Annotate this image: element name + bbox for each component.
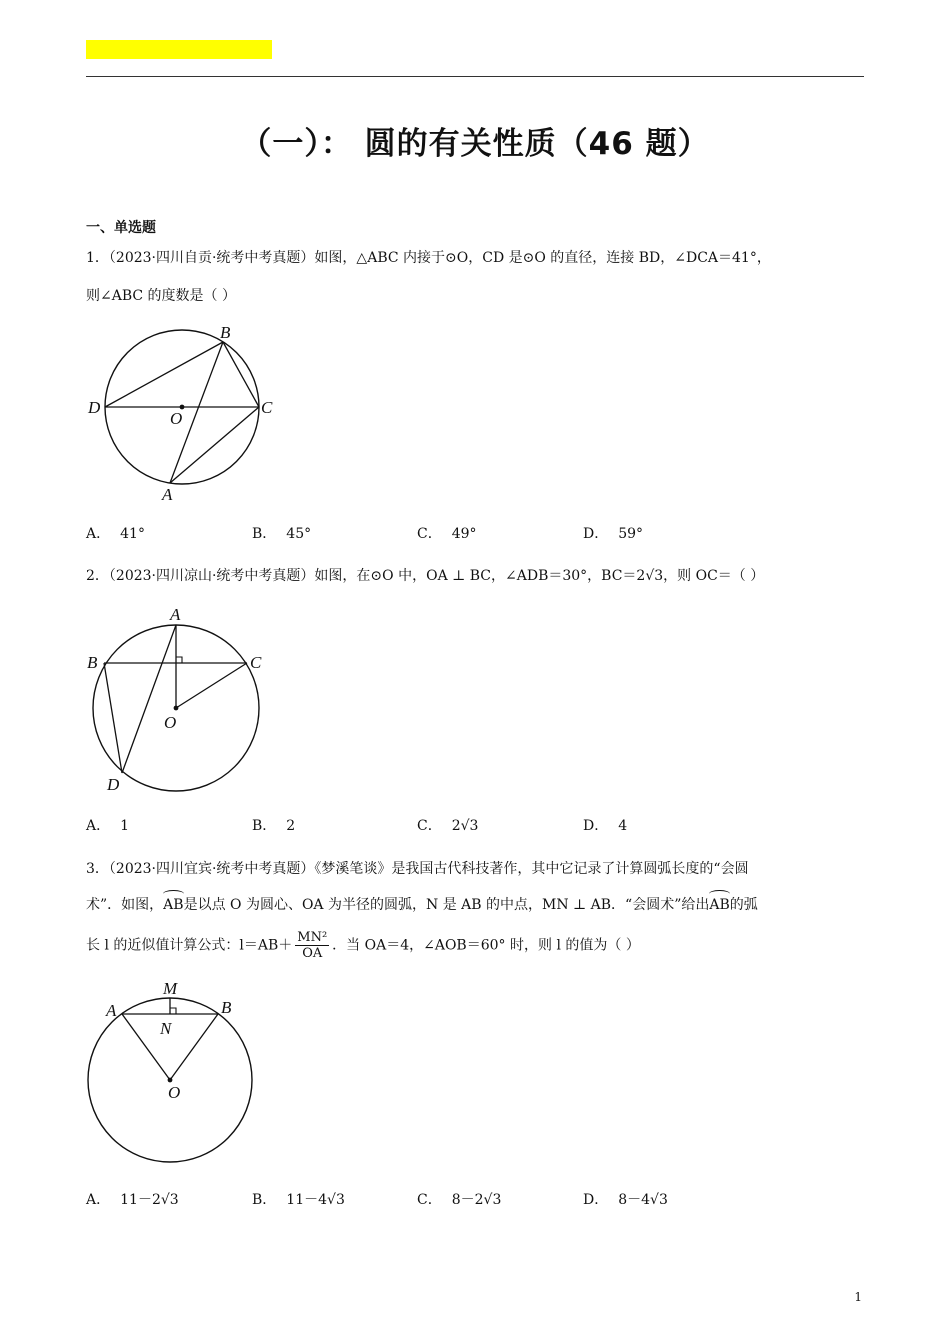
question-1-line-2: 则∠ABC 的度数是（ ） xyxy=(86,288,237,304)
option-c[interactable]: C． 49° xyxy=(417,526,477,542)
section-heading: 一、单选题 xyxy=(86,220,156,236)
option-b[interactable]: B． 11－4√3 xyxy=(252,1192,345,1208)
segment-ac xyxy=(170,407,259,483)
question-3-figure xyxy=(86,978,286,1178)
formula-fraction: $\frac{\text{MN²}}{OA}$ xyxy=(297,930,328,961)
question-3-line-2: 术”．如图，AB是以点 O 为圆心、OA 为半径的圆弧，N 是 AB 的中点，MN ⊥ AB．“会圆术”给出AB的弧 xyxy=(86,897,758,913)
option-c[interactable]: C． 2√3 xyxy=(417,818,479,834)
question-3-line-1: 3．（2023·四川宜宾·统考中考真题）《梦溪笔谈》是我国古代科技著作，其中它记录了计算圆弧长度的“会圆 xyxy=(86,861,749,877)
option-d[interactable]: D． 59° xyxy=(583,526,644,542)
option-c[interactable]: C． 8－2√3 xyxy=(417,1192,502,1208)
option-b[interactable]: B． 45° xyxy=(252,526,312,542)
label-b: B xyxy=(87,653,98,672)
question-3-line-3: 长 l 的近似值计算公式：l＝AB＋ $\frac{\text{MN²}}{OA}$ ．当 OA＝4，∠AOB＝60° 时，则 l 的值为（ ） xyxy=(86,930,640,961)
segment-ob xyxy=(170,1014,218,1080)
label-m: M xyxy=(163,979,178,998)
option-a[interactable]: A． 1 xyxy=(86,818,130,834)
label-o: O xyxy=(168,1083,181,1102)
question-1-figure xyxy=(86,322,286,512)
question-1-line-1: 1．（2023·四川自贡·统考中考真题）如图，△ABC 内接于⊙O，CD 是⊙O 的直径，连接 BD，∠DCA＝41°， xyxy=(86,250,771,266)
arc-ab-symbol: AB xyxy=(709,897,730,913)
center-point xyxy=(168,1078,173,1083)
question-2-figure xyxy=(86,600,286,800)
label-a: A xyxy=(106,1001,117,1020)
question-2-options xyxy=(86,815,864,835)
label-b: B xyxy=(221,998,232,1017)
label-c: C xyxy=(261,398,273,417)
segment-bd xyxy=(104,663,122,773)
option-a[interactable]: A． 41° xyxy=(86,526,145,542)
option-d[interactable]: D． 8－4√3 xyxy=(583,1192,668,1208)
label-a: A xyxy=(170,605,181,624)
label-b: B xyxy=(220,323,231,342)
arc-ab-symbol: AB xyxy=(163,897,184,913)
highlight-bar xyxy=(86,40,272,59)
label-n: N xyxy=(160,1019,172,1038)
label-d: D xyxy=(88,398,101,417)
question-1-options xyxy=(86,523,864,543)
segment-ad xyxy=(122,625,176,773)
segment-oc xyxy=(176,663,247,708)
option-b[interactable]: B． 2 xyxy=(252,818,296,834)
page-number: 1 xyxy=(854,1290,862,1304)
label-o: O xyxy=(164,713,177,732)
label-o: O xyxy=(170,409,183,428)
right-angle-mark xyxy=(176,657,182,663)
option-d[interactable]: D． 4 xyxy=(583,818,628,834)
header-rule xyxy=(86,76,864,77)
label-d: D xyxy=(107,775,120,794)
segment-bc xyxy=(223,342,259,407)
question-2-line-1: 2．（2023·四川凉山·统考中考真题）如图，在⊙O 中，OA ⊥ BC，∠ADB＝30°，BC＝2√3，则 OC＝（ ） xyxy=(86,568,765,584)
page-title: （一）： 圆的有关性质（46 题） xyxy=(240,126,710,162)
center-point xyxy=(174,706,179,711)
option-a[interactable]: A． 11－2√3 xyxy=(86,1192,179,1208)
question-3-options xyxy=(86,1189,864,1209)
label-a: A xyxy=(162,485,173,504)
label-c: C xyxy=(250,653,262,672)
segment-db xyxy=(105,342,223,407)
right-angle-mark xyxy=(170,1008,176,1014)
